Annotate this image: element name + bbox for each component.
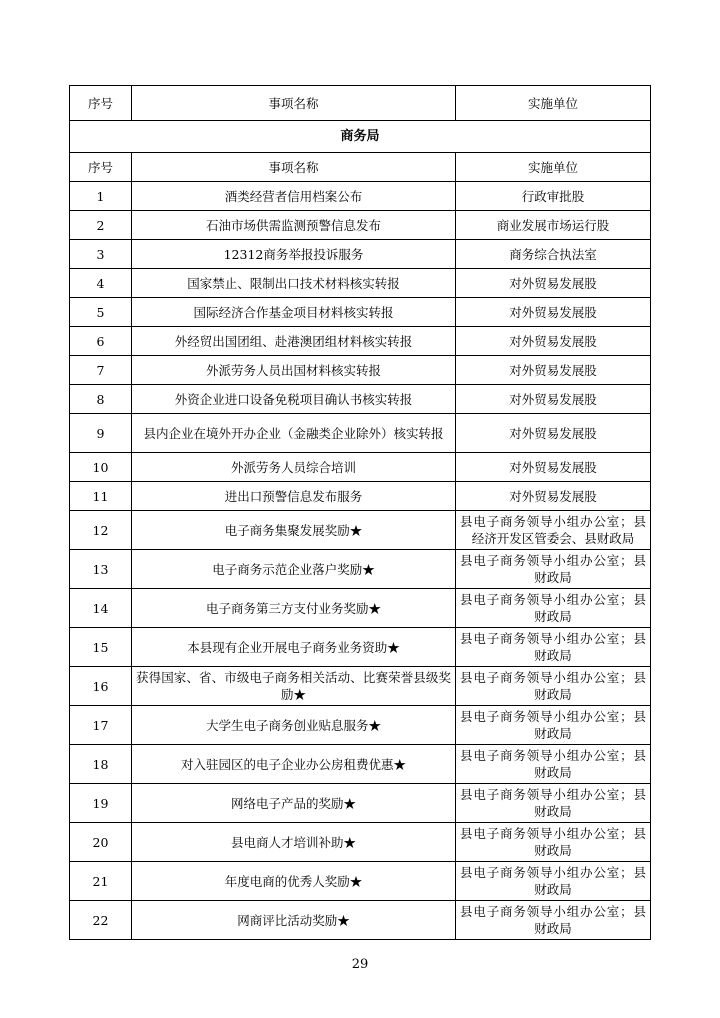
row-number: 16 [70, 667, 132, 706]
section-title: 商务局 [70, 121, 651, 153]
implementing-unit: 商业发展市场运行股 [456, 211, 651, 240]
table-row [70, 182, 651, 211]
subheader-name: 事项名称 [132, 153, 456, 182]
item-name: 网络电子产品的奖励★ [132, 784, 456, 823]
row-number: 12 [70, 511, 132, 550]
table-row [70, 550, 651, 589]
implementing-unit: 县电子商务领导小组办公室；县财政局 [456, 550, 651, 589]
row-number: 9 [70, 414, 132, 453]
item-name: 电子商务第三方支付业务奖励★ [132, 589, 456, 628]
row-number: 8 [70, 385, 132, 414]
implementing-unit: 县电子商务领导小组办公室；县财政局 [456, 901, 651, 940]
row-number: 10 [70, 453, 132, 482]
item-name: 县内企业在境外开办企业（金融类企业除外）核实转报 [132, 414, 456, 453]
implementing-unit: 县电子商务领导小组办公室；县财政局 [456, 628, 651, 667]
item-name: 国家禁止、限制出口技术材料核实转报 [132, 269, 456, 298]
item-name: 电子商务集聚发展奖励★ [132, 511, 456, 550]
item-name: 外经贸出国团组、赴港澳团组材料核实转报 [132, 327, 456, 356]
implementing-unit: 对外贸易发展股 [456, 327, 651, 356]
table-row [70, 385, 651, 414]
implementing-unit: 对外贸易发展股 [456, 356, 651, 385]
service-items-table [69, 85, 651, 940]
item-name: 本县现有企业开展电子商务业务资助★ [132, 628, 456, 667]
header-name: 事项名称 [132, 86, 456, 121]
table-row [70, 356, 651, 385]
table-row [70, 240, 651, 269]
row-number: 2 [70, 211, 132, 240]
item-name: 获得国家、省、市级电子商务相关活动、比赛荣誉县级奖励★ [132, 667, 456, 706]
table-row [70, 511, 651, 550]
item-name: 石油市场供需监测预警信息发布 [132, 211, 456, 240]
table-row [70, 862, 651, 901]
row-number: 4 [70, 269, 132, 298]
implementing-unit: 对外贸易发展股 [456, 482, 651, 511]
item-name: 大学生电子商务创业贴息服务★ [132, 706, 456, 745]
row-number: 1 [70, 182, 132, 211]
subheader-no: 序号 [70, 153, 132, 182]
row-number: 22 [70, 901, 132, 940]
row-number: 13 [70, 550, 132, 589]
table-header-row [70, 86, 651, 121]
item-name: 县电商人才培训补助★ [132, 823, 456, 862]
implementing-unit: 县电子商务领导小组办公室；县财政局 [456, 862, 651, 901]
item-name: 外派劳务人员出国材料核实转报 [132, 356, 456, 385]
row-number: 20 [70, 823, 132, 862]
row-number: 7 [70, 356, 132, 385]
table-body [70, 86, 651, 940]
table-row [70, 628, 651, 667]
table-row [70, 823, 651, 862]
item-name: 网商评比活动奖励★ [132, 901, 456, 940]
implementing-unit: 县电子商务领导小组办公室；县财政局 [456, 823, 651, 862]
table-row [70, 269, 651, 298]
implementing-unit: 对外贸易发展股 [456, 453, 651, 482]
table-row [70, 667, 651, 706]
implementing-unit: 对外贸易发展股 [456, 269, 651, 298]
row-number: 18 [70, 745, 132, 784]
implementing-unit: 县电子商务领导小组办公室；县财政局 [456, 745, 651, 784]
item-name: 对入驻园区的电子企业办公房租费优惠★ [132, 745, 456, 784]
item-name: 电子商务示范企业落户奖励★ [132, 550, 456, 589]
row-number: 19 [70, 784, 132, 823]
table-row [70, 706, 651, 745]
implementing-unit: 对外贸易发展股 [456, 414, 651, 453]
row-number: 15 [70, 628, 132, 667]
implementing-unit: 行政审批股 [456, 182, 651, 211]
row-number: 11 [70, 482, 132, 511]
row-number: 5 [70, 298, 132, 327]
row-number: 6 [70, 327, 132, 356]
table-row [70, 482, 651, 511]
table-row [70, 589, 651, 628]
implementing-unit: 商务综合执法室 [456, 240, 651, 269]
table-row [70, 414, 651, 453]
table-subheader-row [70, 153, 651, 182]
item-name: 酒类经营者信用档案公布 [132, 182, 456, 211]
implementing-unit: 对外贸易发展股 [456, 385, 651, 414]
table-row [70, 453, 651, 482]
table-row [70, 901, 651, 940]
table-row [70, 784, 651, 823]
page-number: 29 [351, 957, 369, 972]
header-unit: 实施单位 [456, 86, 651, 121]
implementing-unit: 县电子商务领导小组办公室；县财政局 [456, 667, 651, 706]
table-row [70, 327, 651, 356]
row-number: 3 [70, 240, 132, 269]
table-row [70, 211, 651, 240]
implementing-unit: 县电子商务领导小组办公室；县经济开发区管委会、县财政局 [456, 511, 651, 550]
row-number: 14 [70, 589, 132, 628]
table-row [70, 745, 651, 784]
implementing-unit: 县电子商务领导小组办公室；县财政局 [456, 784, 651, 823]
item-name: 国际经济合作基金项目材料核实转报 [132, 298, 456, 327]
implementing-unit: 县电子商务领导小组办公室；县财政局 [456, 706, 651, 745]
section-row [70, 121, 651, 153]
subheader-unit: 实施单位 [456, 153, 651, 182]
row-number: 21 [70, 862, 132, 901]
item-name: 外资企业进口设备免税项目确认书核实转报 [132, 385, 456, 414]
implementing-unit: 对外贸易发展股 [456, 298, 651, 327]
item-name: 12312商务举报投诉服务 [132, 240, 456, 269]
item-name: 年度电商的优秀人奖励★ [132, 862, 456, 901]
item-name: 外派劳务人员综合培训 [132, 453, 456, 482]
implementing-unit: 县电子商务领导小组办公室；县财政局 [456, 589, 651, 628]
row-number: 17 [70, 706, 132, 745]
item-name: 进出口预警信息发布服务 [132, 482, 456, 511]
table-row [70, 298, 651, 327]
header-no: 序号 [70, 86, 132, 121]
